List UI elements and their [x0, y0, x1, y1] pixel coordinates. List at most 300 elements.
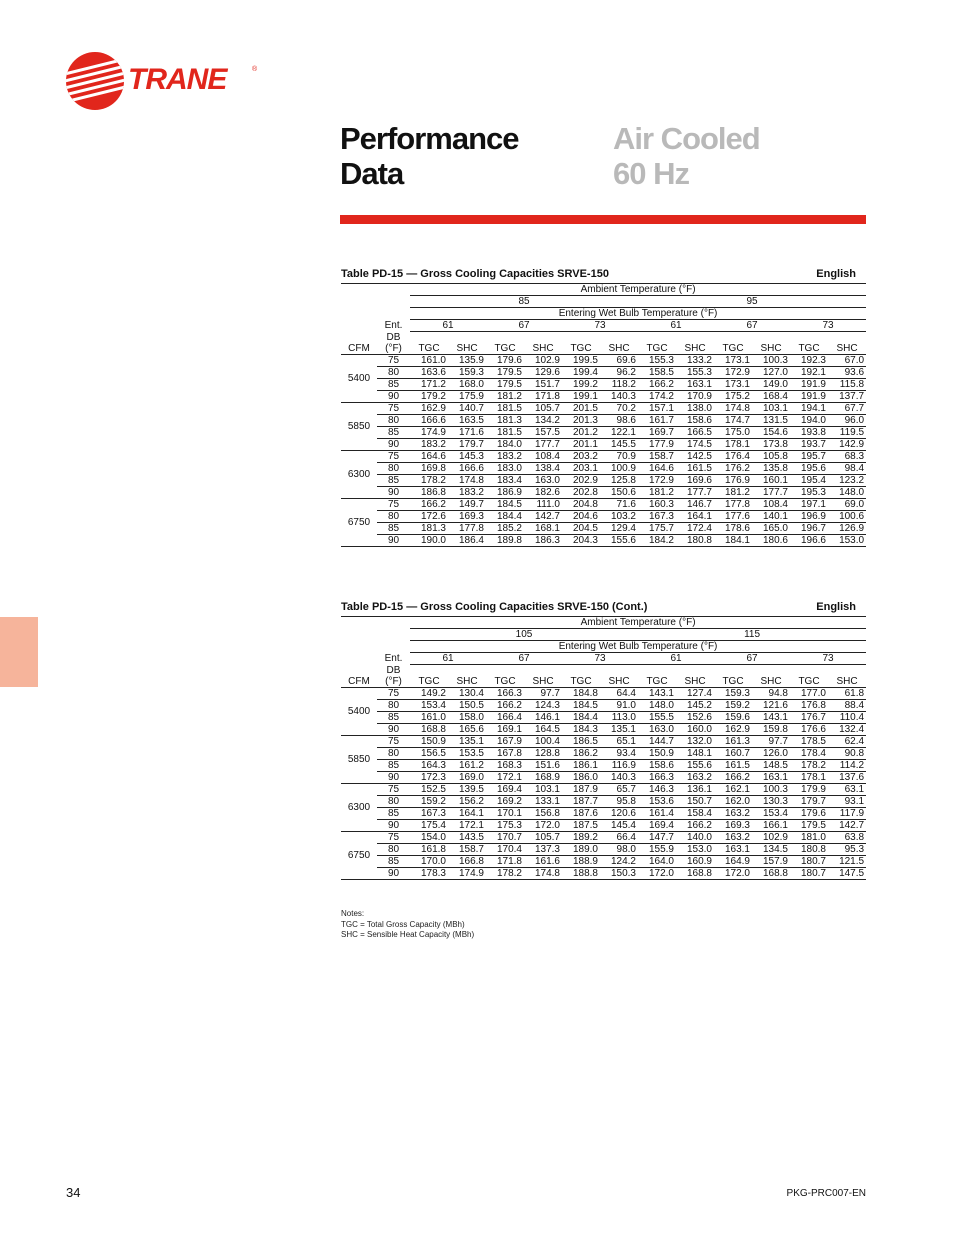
- shc-value: 122.1: [600, 426, 638, 438]
- performance-table-2: [341, 601, 866, 880]
- db-value: 90: [377, 771, 410, 783]
- table-row: [341, 366, 866, 378]
- db-value: 80: [377, 843, 410, 855]
- shc-value: 100.9: [600, 462, 638, 474]
- tgc-value: 175.2: [714, 390, 752, 402]
- tgc-value: 144.7: [638, 735, 676, 747]
- shc-value: 156.2: [448, 795, 486, 807]
- table-row: [341, 687, 866, 699]
- tgc-value: 178.2: [410, 474, 448, 486]
- shc-value: 161.5: [676, 462, 714, 474]
- db-value: 85: [377, 855, 410, 867]
- tgc-header: TGC: [638, 676, 676, 688]
- shc-value: 149.0: [752, 378, 790, 390]
- tgc-value: 171.8: [486, 855, 524, 867]
- shc-value: 171.8: [524, 390, 562, 402]
- table-title: Table PD-15 — Gross Cooling Capacities SRVE-150: [341, 268, 609, 280]
- shc-value: 152.6: [676, 711, 714, 723]
- tgc-value: 155.3: [638, 354, 676, 366]
- tgc-value: 199.1: [562, 390, 600, 402]
- tgc-value: 166.2: [638, 378, 676, 390]
- tgc-value: 197.1: [790, 498, 828, 510]
- shc-value: 134.5: [752, 843, 790, 855]
- shc-value: 145.2: [676, 699, 714, 711]
- shc-value: 168.8: [676, 867, 714, 879]
- shc-value: 65.1: [600, 735, 638, 747]
- shc-header: SHC: [828, 676, 866, 688]
- table-row: [341, 795, 866, 807]
- shc-value: 182.6: [524, 486, 562, 498]
- tgc-value: 176.9: [714, 474, 752, 486]
- shc-value: 163.1: [752, 771, 790, 783]
- page-subtitle: Air Cooled 60 Hz: [613, 121, 760, 191]
- table-notes: [341, 909, 474, 941]
- table-row: [341, 438, 866, 450]
- shc-header: SHC: [448, 343, 486, 355]
- shc-value: 179.7: [448, 438, 486, 450]
- db-value: 90: [377, 438, 410, 450]
- shc-value: 124.2: [600, 855, 638, 867]
- tgc-value: 204.6: [562, 510, 600, 522]
- table-caption: [341, 268, 866, 283]
- shc-value: 151.6: [524, 759, 562, 771]
- tgc-value: 175.3: [486, 819, 524, 831]
- table-row: [341, 462, 866, 474]
- shc-value: 135.8: [752, 462, 790, 474]
- tgc-value: 188.8: [562, 867, 600, 879]
- db-label-row: [341, 332, 866, 343]
- unit-system-label: English: [816, 601, 856, 613]
- shc-value: 100.4: [524, 735, 562, 747]
- shc-value: 142.5: [676, 450, 714, 462]
- shc-value: 62.4: [828, 735, 866, 747]
- tgc-value: 177.9: [638, 438, 676, 450]
- tgc-value: 185.2: [486, 522, 524, 534]
- shc-value: 153.0: [828, 534, 866, 546]
- tgc-value: 176.8: [790, 699, 828, 711]
- shc-value: 114.2: [828, 759, 866, 771]
- tgc-value: 184.1: [714, 534, 752, 546]
- table-caption: [341, 601, 866, 616]
- tgc-value: 179.7: [790, 795, 828, 807]
- shc-value: 148.1: [676, 747, 714, 759]
- tgc-value: 181.3: [486, 414, 524, 426]
- table-row: [341, 414, 866, 426]
- shc-value: 159.3: [448, 366, 486, 378]
- tgc-value: 179.5: [486, 378, 524, 390]
- shc-value: 124.3: [524, 699, 562, 711]
- tgc-value: 189.8: [486, 534, 524, 546]
- shc-value: 94.8: [752, 687, 790, 699]
- shc-value: 173.8: [752, 438, 790, 450]
- tgc-value: 203.2: [562, 450, 600, 462]
- tgc-value: 166.3: [638, 771, 676, 783]
- shc-value: 117.9: [828, 807, 866, 819]
- db-value: 85: [377, 711, 410, 723]
- tgc-value: 171.2: [410, 378, 448, 390]
- tgc-value: 190.0: [410, 534, 448, 546]
- shc-value: 138.4: [524, 462, 562, 474]
- tgc-value: 176.7: [790, 711, 828, 723]
- tgc-value: 172.1: [486, 771, 524, 783]
- shc-value: 71.6: [600, 498, 638, 510]
- db-value: 80: [377, 366, 410, 378]
- shc-value: 130.3: [752, 795, 790, 807]
- tgc-value: 178.6: [714, 522, 752, 534]
- tgc-value: 159.6: [714, 711, 752, 723]
- trane-logo: [66, 52, 266, 110]
- table-row: [341, 771, 866, 783]
- tgc-value: 143.1: [638, 687, 676, 699]
- cfm-value: 6750: [341, 831, 377, 879]
- ambient-value: 95: [638, 296, 866, 308]
- shc-header: SHC: [600, 343, 638, 355]
- table-row: [341, 711, 866, 723]
- shc-value: 168.4: [752, 390, 790, 402]
- shc-value: 169.0: [448, 771, 486, 783]
- shc-value: 133.1: [524, 795, 562, 807]
- tgc-value: 177.6: [714, 510, 752, 522]
- shc-value: 140.3: [600, 771, 638, 783]
- shc-value: 63.1: [828, 783, 866, 795]
- shc-value: 93.1: [828, 795, 866, 807]
- shc-header: SHC: [752, 343, 790, 355]
- db-value: 85: [377, 522, 410, 534]
- tgc-value: 172.0: [638, 867, 676, 879]
- shc-value: 137.7: [828, 390, 866, 402]
- shc-value: 174.8: [524, 867, 562, 879]
- shc-value: 97.7: [524, 687, 562, 699]
- tgc-value: 181.2: [638, 486, 676, 498]
- tgc-value: 167.3: [410, 807, 448, 819]
- cfm-header: CFM: [341, 343, 377, 355]
- table-row: [341, 474, 866, 486]
- shc-value: 69.6: [600, 354, 638, 366]
- title-divider-bar: [340, 215, 866, 224]
- shc-value: 170.9: [676, 390, 714, 402]
- tgc-value: 155.5: [638, 711, 676, 723]
- tgc-value: 202.8: [562, 486, 600, 498]
- tgc-value: 179.2: [410, 390, 448, 402]
- tgc-value: 160.7: [714, 747, 752, 759]
- shc-value: 145.3: [448, 450, 486, 462]
- tgc-value: 150.9: [638, 747, 676, 759]
- tgc-value: 169.3: [714, 819, 752, 831]
- tgc-value: 181.5: [486, 402, 524, 414]
- shc-value: 165.0: [752, 522, 790, 534]
- tgc-value: 195.7: [790, 450, 828, 462]
- shc-value: 153.5: [448, 747, 486, 759]
- shc-value: 126.0: [752, 747, 790, 759]
- tgc-value: 181.2: [486, 390, 524, 402]
- table-row: [341, 735, 866, 747]
- notes-heading: Notes:: [341, 909, 365, 918]
- table-row: [341, 819, 866, 831]
- shc-value: 161.2: [448, 759, 486, 771]
- tgc-value: 161.0: [410, 711, 448, 723]
- shc-value: 172.4: [676, 522, 714, 534]
- tgc-value: 177.8: [714, 498, 752, 510]
- shc-value: 126.9: [828, 522, 866, 534]
- shc-value: 186.3: [524, 534, 562, 546]
- shc-value: 163.2: [676, 771, 714, 783]
- table-row: [341, 354, 866, 366]
- tgc-value: 181.0: [790, 831, 828, 843]
- shc-value: 67.7: [828, 402, 866, 414]
- table-row: [341, 723, 866, 735]
- shc-value: 158.6: [676, 414, 714, 426]
- shc-value: 108.4: [524, 450, 562, 462]
- tgc-value: 174.9: [410, 426, 448, 438]
- wetbulb-values-row: [341, 653, 866, 665]
- tgc-value: 169.2: [486, 795, 524, 807]
- table-row: [341, 522, 866, 534]
- cfm-value: 5400: [341, 687, 377, 735]
- tgc-value: 164.9: [714, 855, 752, 867]
- tgc-value: 154.0: [410, 831, 448, 843]
- shc-value: 164.1: [448, 807, 486, 819]
- db-value: 80: [377, 747, 410, 759]
- tgc-header: TGC: [790, 343, 828, 355]
- table-row: [341, 510, 866, 522]
- shc-value: 143.5: [448, 831, 486, 843]
- db-value: 75: [377, 450, 410, 462]
- tgc-value: 172.3: [410, 771, 448, 783]
- shc-value: 111.0: [524, 498, 562, 510]
- table-row: [341, 759, 866, 771]
- shc-value: 153.0: [676, 843, 714, 855]
- tgc-value: 166.2: [486, 699, 524, 711]
- shc-value: 153.4: [752, 807, 790, 819]
- shc-value: 149.7: [448, 498, 486, 510]
- wetbulb-value: 73: [562, 653, 638, 665]
- shc-value: 103.1: [524, 783, 562, 795]
- tgc-value: 193.7: [790, 438, 828, 450]
- tgc-value: 176.4: [714, 450, 752, 462]
- db-value: 80: [377, 510, 410, 522]
- tgc-value: 159.2: [714, 699, 752, 711]
- tgc-value: 186.1: [562, 759, 600, 771]
- shc-value: 131.5: [752, 414, 790, 426]
- shc-value: 177.7: [524, 438, 562, 450]
- shc-value: 137.6: [828, 771, 866, 783]
- tgc-value: 204.5: [562, 522, 600, 534]
- shc-value: 100.3: [752, 783, 790, 795]
- table-row: [341, 426, 866, 438]
- table-row: [341, 450, 866, 462]
- shc-value: 169.3: [448, 510, 486, 522]
- table-row: [341, 843, 866, 855]
- shc-value: 93.6: [828, 366, 866, 378]
- capacity-table: [341, 283, 866, 547]
- shc-value: 168.1: [524, 522, 562, 534]
- shc-header: SHC: [676, 676, 714, 688]
- tgc-value: 204.3: [562, 534, 600, 546]
- tgc-value: 161.0: [410, 354, 448, 366]
- tgc-value: 148.0: [638, 699, 676, 711]
- shc-value: 123.2: [828, 474, 866, 486]
- tgc-value: 163.2: [714, 807, 752, 819]
- tgc-value: 175.7: [638, 522, 676, 534]
- wetbulb-value: 61: [638, 320, 714, 332]
- tgc-value: 173.1: [714, 354, 752, 366]
- column-header-row: [341, 676, 866, 688]
- shc-value: 151.7: [524, 378, 562, 390]
- tgc-value: 186.0: [562, 771, 600, 783]
- table-row: [341, 402, 866, 414]
- db-value: 90: [377, 534, 410, 546]
- tgc-value: 187.7: [562, 795, 600, 807]
- shc-value: 166.1: [752, 819, 790, 831]
- table-row: [341, 867, 866, 879]
- tgc-value: 158.5: [638, 366, 676, 378]
- tgc-value: 186.2: [562, 747, 600, 759]
- tgc-value: 184.3: [562, 723, 600, 735]
- shc-value: 127.4: [676, 687, 714, 699]
- ent-label: Ent.: [384, 653, 403, 664]
- tgc-value: 195.3: [790, 486, 828, 498]
- tgc-value: 188.9: [562, 855, 600, 867]
- shc-value: 130.4: [448, 687, 486, 699]
- wetbulb-value: 67: [486, 653, 562, 665]
- tgc-value: 194.1: [790, 402, 828, 414]
- tgc-value: 160.3: [638, 498, 676, 510]
- tgc-value: 172.6: [410, 510, 448, 522]
- ambient-temperature-label: Ambient Temperature (°F): [410, 617, 866, 629]
- tgc-value: 162.9: [714, 723, 752, 735]
- shc-value: 135.9: [448, 354, 486, 366]
- shc-value: 98.6: [600, 414, 638, 426]
- cfm-value: 5850: [341, 402, 377, 450]
- tgc-value: 159.2: [410, 795, 448, 807]
- shc-value: 164.1: [676, 510, 714, 522]
- shc-value: 103.2: [600, 510, 638, 522]
- tgc-value: 180.8: [790, 843, 828, 855]
- table-title: Table PD-15 — Gross Cooling Capacities SRVE-150 (Cont.): [341, 601, 648, 613]
- shc-value: 148.5: [752, 759, 790, 771]
- tgc-value: 181.2: [714, 486, 752, 498]
- shc-value: 169.6: [676, 474, 714, 486]
- db-value: 75: [377, 687, 410, 699]
- db-label: DB: [386, 664, 401, 676]
- tgc-value: 175.0: [714, 426, 752, 438]
- tgc-value: 191.9: [790, 378, 828, 390]
- tgc-value: 156.5: [410, 747, 448, 759]
- tgc-value: 166.4: [486, 711, 524, 723]
- cfm-value: 6300: [341, 450, 377, 498]
- table-row: [341, 486, 866, 498]
- wetbulb-value: 61: [410, 653, 486, 665]
- shc-value: 64.4: [600, 687, 638, 699]
- tgc-value: 195.4: [790, 474, 828, 486]
- tgc-value: 180.7: [790, 867, 828, 879]
- shc-value: 168.9: [524, 771, 562, 783]
- shc-value: 129.6: [524, 366, 562, 378]
- page-number: 34: [66, 1185, 81, 1200]
- db-value: 75: [377, 831, 410, 843]
- wetbulb-temperature-label: Entering Wet Bulb Temperature (°F): [410, 308, 866, 320]
- shc-value: 163.0: [524, 474, 562, 486]
- tgc-value: 166.2: [714, 771, 752, 783]
- tgc-value: 162.0: [714, 795, 752, 807]
- shc-value: 110.4: [828, 711, 866, 723]
- wetbulb-value: 73: [790, 653, 866, 665]
- tgc-value: 169.8: [410, 462, 448, 474]
- shc-value: 120.6: [600, 807, 638, 819]
- tgc-value: 155.9: [638, 843, 676, 855]
- tgc-value: 179.6: [486, 354, 524, 366]
- shc-value: 103.1: [752, 402, 790, 414]
- tgc-header: TGC: [486, 343, 524, 355]
- tgc-value: 164.6: [638, 462, 676, 474]
- cfm-value: 5400: [341, 354, 377, 402]
- tgc-value: 153.4: [410, 699, 448, 711]
- db-value: 80: [377, 462, 410, 474]
- db-value: 80: [377, 795, 410, 807]
- shc-value: 150.6: [600, 486, 638, 498]
- shc-value: 121.6: [752, 699, 790, 711]
- db-value: 90: [377, 486, 410, 498]
- tgc-header: TGC: [714, 343, 752, 355]
- tgc-value: 161.7: [638, 414, 676, 426]
- shc-value: 102.9: [524, 354, 562, 366]
- table-row: [341, 747, 866, 759]
- document-id: PKG-PRC007-EN: [786, 1188, 866, 1199]
- shc-value: 155.6: [600, 534, 638, 546]
- tgc-value: 201.5: [562, 402, 600, 414]
- tgc-value: 163.0: [638, 723, 676, 735]
- table-row: [341, 783, 866, 795]
- shc-value: 61.8: [828, 687, 866, 699]
- tgc-value: 189.2: [562, 831, 600, 843]
- shc-value: 135.1: [600, 723, 638, 735]
- shc-value: 127.0: [752, 366, 790, 378]
- shc-value: 140.3: [600, 390, 638, 402]
- tgc-value: 163.1: [714, 843, 752, 855]
- shc-value: 177.7: [752, 486, 790, 498]
- shc-value: 134.2: [524, 414, 562, 426]
- shc-header: SHC: [676, 343, 714, 355]
- shc-value: 158.4: [676, 807, 714, 819]
- shc-value: 88.4: [828, 699, 866, 711]
- tgc-value: 173.1: [714, 378, 752, 390]
- trane-logo-wordmark: TRANE: [128, 63, 227, 96]
- tgc-value: 201.2: [562, 426, 600, 438]
- shc-value: 168.8: [752, 867, 790, 879]
- shc-value: 150.3: [600, 867, 638, 879]
- tgc-value: 183.2: [486, 450, 524, 462]
- tgc-value: 176.6: [790, 723, 828, 735]
- shc-value: 137.3: [524, 843, 562, 855]
- tgc-value: 181.5: [486, 426, 524, 438]
- db-value: 85: [377, 426, 410, 438]
- tgc-header: TGC: [790, 676, 828, 688]
- shc-value: 93.4: [600, 747, 638, 759]
- shc-value: 121.5: [828, 855, 866, 867]
- tgc-value: 186.5: [562, 735, 600, 747]
- wetbulb-value: 67: [714, 320, 790, 332]
- tgc-value: 196.7: [790, 522, 828, 534]
- cfm-value: 5850: [341, 735, 377, 783]
- tgc-value: 199.4: [562, 366, 600, 378]
- shc-value: 180.6: [752, 534, 790, 546]
- db-value: 90: [377, 867, 410, 879]
- tgc-value: 184.8: [562, 687, 600, 699]
- shc-value: 172.1: [448, 819, 486, 831]
- tgc-value: 178.1: [714, 438, 752, 450]
- shc-value: 142.7: [524, 510, 562, 522]
- shc-value: 171.6: [448, 426, 486, 438]
